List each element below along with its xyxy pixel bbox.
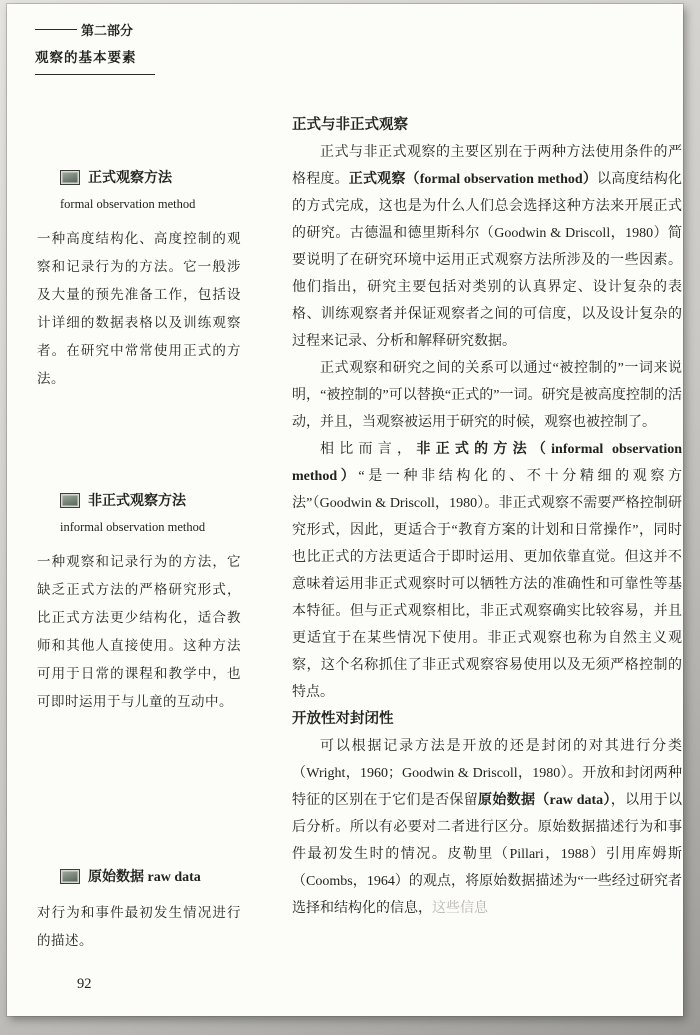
glossary-item-raw-data (37, 866, 241, 955)
text-run: 原始数据（raw data） (478, 793, 611, 808)
body-paragraph (292, 733, 682, 922)
photo-thumbnail-icon (60, 869, 80, 884)
page-number: 92 (77, 976, 92, 992)
section-heading: 开放性对封闭性 (292, 711, 394, 727)
header-dash-rule (35, 29, 77, 31)
book-page (7, 4, 683, 1016)
glossary-definition: 对行为和事件最初发生情况进行的描述。 (37, 905, 241, 948)
text-run: “是一种非结构化的、不十分精细的观察方法”（Goodwin & Driscoll，1980）。非正式观察不需要严格控制研究形式，因此，更适合于“教育方案的计划和日常操作”，同时也比正式的方法更适合于即时运用、更加依靠直觉。但这并不意味着运用非正式观察时可以牺牲方法的准确性和可靠性等基本特征。但与正式观察相比，非正式观察确实比较容易，并且更适宜于在某些情况下使用。非正式观察也称为自然主义观察，这个名称抓住了非正式观察容易使用以及无须严格控制的特点。 (292, 469, 682, 700)
glossary-term-row (60, 490, 241, 510)
text-run: 正式与非正式观察的主要区别在于两种方法使用条件的严格程度。 (292, 145, 682, 187)
photo-thumbnail-icon (60, 170, 80, 185)
glossary-term: 非正式观察方法 (88, 494, 186, 509)
part-label-row (35, 20, 155, 39)
glossary-term-english: formal observation method (60, 197, 196, 211)
glossary-term-row (60, 167, 241, 187)
glossary-definition: 一种观察和记录行为的方法，它缺乏正式方法的严格研究形式，比正式方法更少结构化，适合教师和其他人直接使用。这种方法可用于日常的课程和教学中，也可即时运用于与儿童的互动中。 (37, 554, 241, 709)
glossary-term-row (60, 866, 241, 886)
text-run: 这些信息 (432, 901, 488, 916)
glossary-term: 正式观察方法 (88, 171, 172, 186)
body-paragraph (292, 139, 682, 355)
glossary-term-english: informal observation method (60, 520, 206, 534)
text-run: 以高度结构化的方式完成，这也是为什么人们总会选择这种方法来开展正式的研究。古德温和德里斯科尔（Goodwin & Driscoll，1980）简要说明了在研究环境中运用正式观察方法所涉及的一些因素。他们指出，研究主要包括对类别的认真界定、设计复杂的表格、训练观察者并保证观察者之间的可信度，以及设计复杂的过程来记录、分析和解释研究数据。 (292, 172, 683, 349)
glossary-item-informal (37, 490, 241, 716)
section-title: 观察的基本要素 (35, 50, 137, 65)
section-heading: 正式与非正式观察 (292, 117, 408, 133)
body-paragraph (292, 355, 682, 436)
main-text (292, 112, 682, 922)
text-run: 正式观察和研究之间的关系可以通过“被控制的”一词来说明，“被控制的”可以替换“正式的”一词。研究是被高度控制的活动，并且，当观察被运用于研究的时候，观察也被控制了。 (292, 361, 682, 430)
glossary-term: 原始数据 raw data (88, 870, 201, 885)
body-paragraph (292, 436, 682, 706)
photo-thumbnail-icon (60, 493, 80, 508)
chapter-header (35, 20, 155, 75)
text-run: 正式观察（formal observation method） (348, 172, 598, 187)
text-run: 可以根据记录方法是开放的还是封闭的对其进行分类（Wright，1960；Goodwin & Driscoll，1980）。开放和封闭两种特征的区别在于它们是否保留 (292, 739, 682, 808)
text-run: ，以用于以后分析。所以有必要对二者进行区分。原始数据描述行为和事件最初发生时的情况。皮勒里（Pillari，1988）引用库姆斯（Coombs，1964）的观点，将原始数据描述为“一些经过研究者选择和结构化的信息， (292, 793, 683, 916)
text-run: 相比而言， (320, 442, 417, 457)
glossary-item-formal (37, 167, 241, 393)
part-label: 第二部分 (81, 23, 134, 38)
text-run: 非正式的方法（informal observation method） (292, 442, 683, 484)
glossary-definition: 一种高度结构化、高度控制的观察和记录行为的方法。它一般涉及大量的预先准备工作，包括设计详细的数据表格以及训练观察者。在研究中常常使用正式的方法。 (37, 231, 241, 386)
